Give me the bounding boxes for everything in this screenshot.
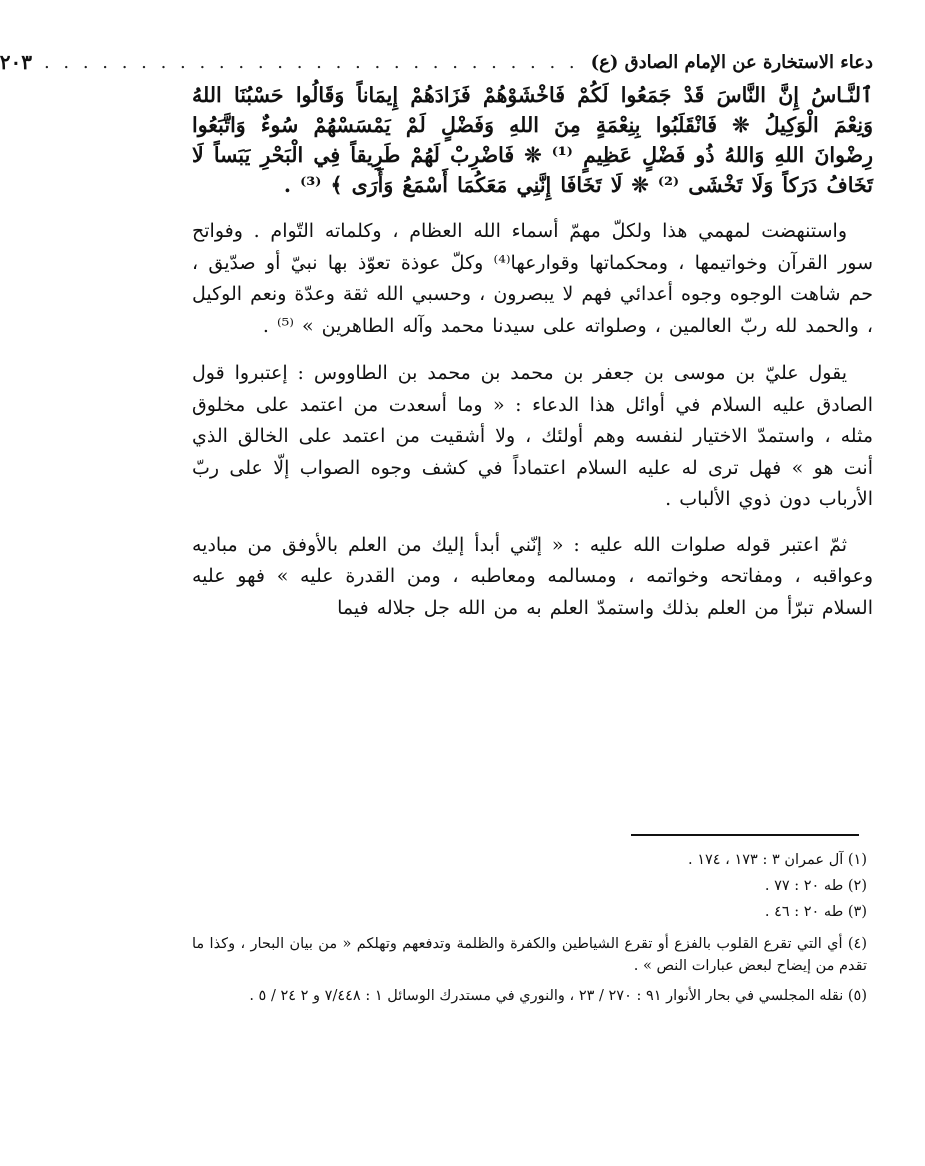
running-header: [0, 48, 873, 76]
commentary-paragraph: يقول عليّ بن موسى بن جعفر بن محمد بن محمد بن الطاووس : إعتبروا قول الصادق عليه السلام في أوائل هذا الدعاء : « وما أسعدت من اعتمد على مخلوق مثله ، واستمدّ الاختيار لنفسه وهم أولئك ، ولا أشقيت من اعتمد على الخالق الذي أنت هو » فهل ترى له عليه السلام اعتماداً في كشف وجوه الصواب إلّا على ربّ الأرباب دون ذوي الألباب .: [192, 362, 873, 510]
header-leader-dots: . . . . . . . . . . . . . . . . . . . . . . . . . . . .: [43, 51, 579, 73]
footnote-1: (١) آل عمران ٣ : ١٧٣ ، ١٧٤ .: [687, 852, 867, 868]
footnote-2: (٢) طه ٢٠ : ٧٧ .: [764, 878, 867, 894]
quran-verses-paragraph: ٱلنَّـاسُ إِنَّ النَّاسَ قَدْ جَمَعُوا لَكُمْ فَاخْشَوْهُمْ فَزَادَهُمْ إِيمَاناً وَقَالُوا حَسْبُنَا اللهُ وَنِعْمَ الْوَكِيلُ ❊ فَانْقَلَبُوا بِنِعْمَةٍ مِنَ اللهِ وَفَضْلٍ لَمْ يَمْسَسْهُمْ سُوءٌ وَاتَّبَعُوا رِضْوانَ اللهِ وَاللهُ ذُو فَضْلٍ عَظِيمٍ ⁽¹⁾ ❊ فَاضْرِبْ لَهُمْ طَرِيقاً فِي الْبَحْرِ يَبَساً لَا تَخَافُ دَرَكاً وَلَا تَخْشَى ⁽²⁾ ❊ لَا تَخَافَا إِنَّنِي مَعَكُمَا أَسْمَعُ وَأَرَى ﴾ ⁽³⁾ .: [192, 83, 873, 197]
footnotes: [192, 847, 867, 1007]
main-text: [192, 80, 873, 624]
footnote-5: (٥) نقله المجلسي في بحار الأنوار ٩١ : ٢٧٠ / ٢٣ ، والنوري في مستدرك الوسائل ١ : ٧/٤٤٨ و ٢ ٢٤ / ٥ .: [249, 988, 867, 1004]
reflection-paragraph: ثمّ اعتبر قوله صلوات الله عليه : « إنّني أبدأ إليك من العلم بالأوفق من مباديه وعواقبه ، ومفاتحه وخواتمه ، ومسالمه ومعاطبه ، ومن القدرة عليه » فهو عليه السلام تبرّأ من العلم بذلك واستمدّ العلم به من الله جل جلاله فيما: [192, 533, 873, 619]
footnote-4: (٤) أي التي تقرع القلوب بالفزع أو تقرع الشياطين والكفرة والظلمة وتدفعهم وتهلكم « من بيان البحار ، وكذا ما تقدم من إيضاح لبعض عبارات النص » .: [192, 936, 867, 974]
supplication-paragraph: واستنهضت لمهمي هذا ولكلّ مهمّ أسماء الله العظام ، وكلماته التّوام . وفواتح سور القرآن وخواتيمها ، ومحكماتها وقوارعها⁽⁴⁾ وكلّ عوذة تعوّذ بها نبيّ أو صدّيق ، حم شاهت الوجوه وجوه أعدائي فهم لا يبصرون ، وحسبي الله ثقة وعدّة ونعم الوكيل ، والحمد لله ربّ العالمين ، وصلواته على سيدنا محمد وآله الطاهرين » ⁽⁵⁾ .: [192, 220, 873, 337]
footnote-3: (٣) طه ٢٠ : ٤٦ .: [764, 904, 867, 920]
chapter-title: دعاء الاستخارة عن الإمام الصادق (ع): [590, 51, 873, 73]
footnote-separator: [631, 834, 859, 836]
page-number: ٢٠٣: [0, 50, 32, 74]
